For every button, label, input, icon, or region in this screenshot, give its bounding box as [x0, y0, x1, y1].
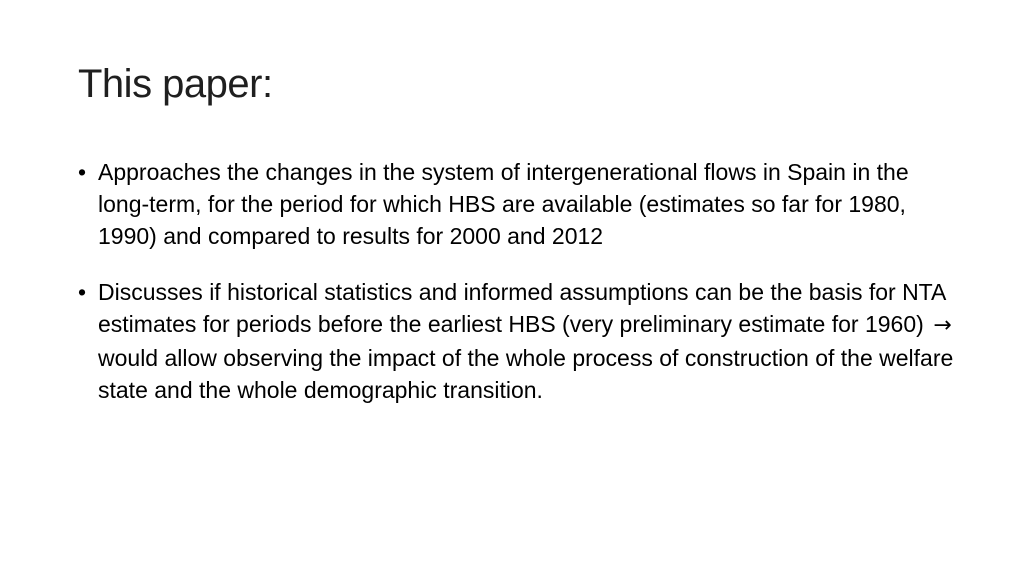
bullet-marker: • [78, 279, 87, 305]
bullet-item-approaches [78, 156, 958, 252]
bullet-marker: • [78, 159, 87, 185]
bullet-text-after-arrow: would allow observing the impact of the whole process of construction of the welfare state and the whole demographic transition. [98, 345, 954, 403]
slide-title: This paper: [78, 62, 273, 106]
bullet-item-discusses [78, 276, 958, 406]
bullet-text-before-arrow: Discusses if historical statistics and informed assumptions can be the basis for NTA estimates for periods before the earliest HBS (very preliminary estimate for 1960) [98, 279, 946, 337]
bullet-list [78, 156, 958, 430]
bullet-text [98, 276, 958, 406]
bullet-text: Approaches the changes in the system of intergenerational flows in Spain in the long-term, for the period for which HBS are available (estimates so far for 1980, 1990) and compared to results for 2000 and 2012 [98, 159, 909, 249]
right-arrow-icon: → [933, 313, 952, 338]
